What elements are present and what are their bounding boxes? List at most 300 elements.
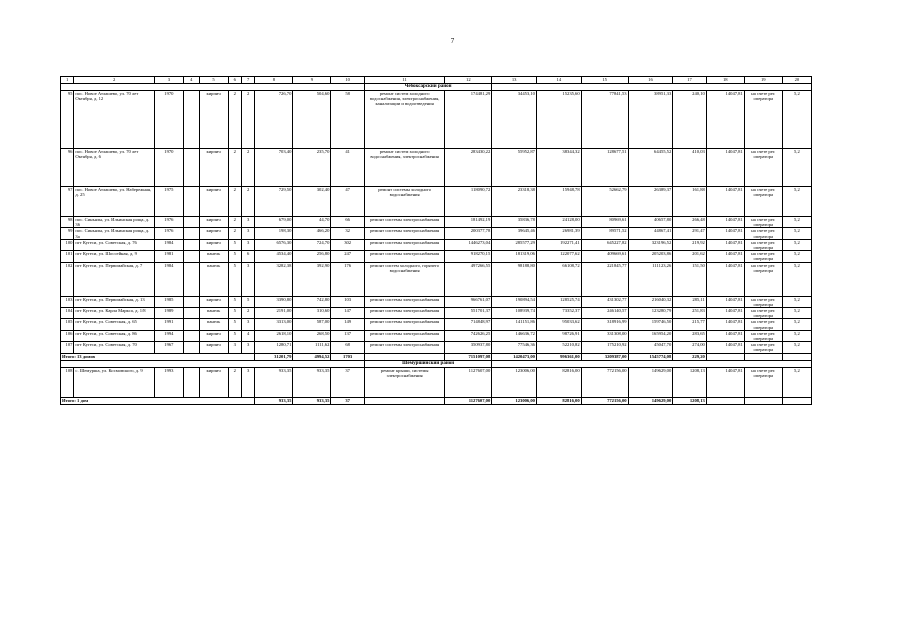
sum-total-cell: 1446273,04 <box>445 239 492 250</box>
total-area: 31201,79 <box>255 353 293 360</box>
table-cell <box>183 187 199 217</box>
sum-total-cell: 118090,72 <box>445 187 492 217</box>
max-cost-cell: 14047,81 <box>706 367 744 397</box>
floors-cell: 2 <box>228 187 241 217</box>
sum-fund-cell: 123006,00 <box>492 367 537 397</box>
address-cell: пгт Кугеси, ул. Советская, д. 65 <box>74 319 154 330</box>
floors-cell: 2 <box>228 367 241 397</box>
cost-per-m2-cell: 410,03 <box>673 149 707 187</box>
max-cost-cell: 14047,81 <box>706 251 744 262</box>
total-republic: 996361,00 <box>536 353 581 360</box>
fund-method-cell: на счете рег. оператора <box>744 228 782 239</box>
district-name: Чебоксарский район <box>364 84 491 91</box>
max-cost-cell: 14047,81 <box>706 239 744 250</box>
floors-cell: 5 <box>228 296 241 307</box>
total-label: Итого: 1 дом <box>61 397 255 404</box>
work-type-cell: ремонт систем холодного водоснабжения, электроснабжения, канализации и водоотведения <box>364 91 444 149</box>
table-cell <box>183 342 199 353</box>
column-numbers-row <box>61 77 812 84</box>
sum-municipal-cell: 331308,00 <box>581 330 628 341</box>
cost-per-m2-cell: 151,50 <box>673 262 707 296</box>
cost-per-m2-cell: 283,65 <box>673 330 707 341</box>
column-number: 14 <box>536 77 581 84</box>
work-type-cell: ремонт системы электроснабжения <box>364 330 444 341</box>
column-number: 19 <box>744 77 782 84</box>
address-cell: с. Шемурша, ул. Космовского, д. 9 <box>74 367 154 397</box>
term-cell: 5,2 <box>782 367 811 397</box>
cost-per-m2-cell: 161,88 <box>673 187 707 217</box>
table-cell <box>364 353 444 360</box>
column-number: 15 <box>581 77 628 84</box>
residents-cell: 147 <box>331 308 365 319</box>
term-cell: 5,2 <box>782 251 811 262</box>
year-cell: 1984 <box>154 262 183 296</box>
sum-owners-cell: 44867,41 <box>628 228 673 239</box>
residents-cell: 176 <box>331 262 365 296</box>
table-body <box>61 77 812 405</box>
column-number: 6 <box>228 77 241 84</box>
area-living-cell: 256,80 <box>293 251 331 262</box>
fund-method-cell: на счете рег. оператора <box>744 239 782 250</box>
sum-municipal-cell: 772156,00 <box>581 367 628 397</box>
sum-total-cell: 181492,19 <box>445 217 492 228</box>
entrances-cell: 2 <box>242 91 255 149</box>
area-living-cell: 466,20 <box>293 228 331 239</box>
wall-material-cell: панель <box>199 251 228 262</box>
column-number: 13 <box>492 77 537 84</box>
area-total-cell: 2618,10 <box>255 330 293 341</box>
repair-program-table <box>60 76 812 405</box>
sum-owners-cell: 123280,79 <box>628 308 673 319</box>
table-cell <box>183 262 199 296</box>
total-per-m2: 229,20 <box>673 353 707 360</box>
table-cell <box>183 308 199 319</box>
column-number: 12 <box>445 77 492 84</box>
address-cell: пос. Синьялы, ул. Ильинская роща, д. 3а <box>74 228 154 239</box>
area-total-cell: 933,35 <box>255 367 293 397</box>
max-cost-cell: 14047,81 <box>706 187 744 217</box>
total-area-living: 4994,52 <box>293 353 331 360</box>
table-row <box>61 91 812 149</box>
area-total-cell: 703,40 <box>255 149 293 187</box>
area-total-cell: 3390,80 <box>255 296 293 307</box>
table-row <box>61 228 812 239</box>
sum-fund-cell: 55952,87 <box>492 149 537 187</box>
residents-cell: 41 <box>331 149 365 187</box>
row-number: 104 <box>61 308 74 319</box>
table-cell <box>492 84 812 91</box>
cost-per-m2-cell: 285,11 <box>673 296 707 307</box>
column-number: 10 <box>331 77 365 84</box>
sum-owners-cell: 216040,32 <box>628 296 673 307</box>
total-per-m2: 1208,13 <box>673 397 707 404</box>
work-type-cell: ремонт системы электроснабжения <box>364 228 444 239</box>
total-sum: 7151097,08 <box>445 353 492 360</box>
work-type-cell: ремонт системы электроснабжения <box>364 251 444 262</box>
sum-republic-cell: 15948,78 <box>536 187 581 217</box>
sum-total-cell: 1127607,00 <box>445 367 492 397</box>
cost-per-m2-cell: 201,62 <box>673 251 707 262</box>
area-total-cell: 3282,38 <box>255 262 293 296</box>
area-total-cell: 198,30 <box>255 228 293 239</box>
sum-republic-cell: 95033,62 <box>536 319 581 330</box>
area-total-cell: 6576,30 <box>255 239 293 250</box>
fund-method-cell: на счете рег. оператора <box>744 308 782 319</box>
table-cell <box>492 360 812 367</box>
year-cell: 1993 <box>154 367 183 397</box>
cost-per-m2-cell: 274,00 <box>673 342 707 353</box>
sum-fund-cell: 108939,74 <box>492 308 537 319</box>
sum-municipal-cell: 246140,57 <box>581 308 628 319</box>
term-cell: 5,2 <box>782 296 811 307</box>
fund-method-cell: на счете рег. оператора <box>744 187 782 217</box>
sum-owners-cell: 26389,37 <box>628 187 673 217</box>
row-number: 102 <box>61 262 74 296</box>
area-living-cell: 933,35 <box>293 367 331 397</box>
entrances-cell: 3 <box>242 319 255 330</box>
max-cost-cell: 14047,81 <box>706 296 744 307</box>
row-number: 99 <box>61 228 74 239</box>
total-sum: 1127607,00 <box>445 397 492 404</box>
area-living-cell: 1111,62 <box>293 342 331 353</box>
floors-cell: 2 <box>228 217 241 228</box>
fund-method-cell: на счете рег. оператора <box>744 319 782 330</box>
residents-cell: 37 <box>331 367 365 397</box>
max-cost-cell: 14047,81 <box>706 228 744 239</box>
total-owners: 1545774,08 <box>628 353 673 360</box>
cost-per-m2-cell: 240,10 <box>673 91 707 149</box>
sum-fund-cell: 146636,72 <box>492 330 537 341</box>
work-type-cell: ремонт систем холодного, горячего водоснабжения <box>364 262 444 296</box>
column-number: 8 <box>255 77 293 84</box>
sum-total-cell: 551701,37 <box>445 308 492 319</box>
term-cell: 5,2 <box>782 239 811 250</box>
max-cost-cell: 14047,81 <box>706 319 744 330</box>
sum-republic-cell: 192271,41 <box>536 239 581 250</box>
total-fund: 1420473,00 <box>492 353 537 360</box>
residents-cell: 149 <box>331 319 365 330</box>
area-total-cell: 726,70 <box>255 91 293 149</box>
table-row <box>61 251 812 262</box>
column-number: 5 <box>199 77 228 84</box>
row-number: 96 <box>61 149 74 187</box>
sum-fund-cell: 39645,46 <box>492 228 537 239</box>
floors-cell: 3 <box>228 342 241 353</box>
address-cell: пгт Кугеси, ул. Первомайская, д. 13 <box>74 296 154 307</box>
year-cell: 1989 <box>154 308 183 319</box>
term-cell: 5,2 <box>782 187 811 217</box>
residents-cell: 302 <box>331 239 365 250</box>
total-republic: 82816,00 <box>536 397 581 404</box>
row-number: 105 <box>61 319 74 330</box>
table-cell <box>364 397 444 404</box>
table-cell <box>183 239 199 250</box>
sum-total-cell: 283430,22 <box>445 149 492 187</box>
wall-material-cell: кирпич <box>199 296 228 307</box>
table-cell <box>706 397 744 404</box>
sum-municipal-cell: 128677,51 <box>581 149 628 187</box>
term-cell: 5,2 <box>782 308 811 319</box>
sum-owners-cell: 149629,00 <box>628 367 673 397</box>
sum-owners-cell: 45047,70 <box>628 342 673 353</box>
sum-republic-cell: 52210,82 <box>536 342 581 353</box>
year-cell: 1970 <box>154 91 183 149</box>
table-row <box>61 217 812 228</box>
term-cell: 5,2 <box>782 149 811 187</box>
sum-republic-cell: 82816,00 <box>536 367 581 397</box>
sum-republic-cell: 122077,62 <box>536 251 581 262</box>
max-cost-cell: 14047,81 <box>706 91 744 149</box>
entrances-cell: 2 <box>242 149 255 187</box>
floors-cell: 5 <box>228 239 241 250</box>
term-cell: 5,2 <box>782 228 811 239</box>
address-cell: пгт Кугеси, ул. Советская, д. 76 <box>74 239 154 250</box>
work-type-cell: ремонт системы электроснабжения <box>364 217 444 228</box>
column-number: 3 <box>154 77 183 84</box>
total-municipal: 3209387,00 <box>581 353 628 360</box>
table-cell <box>61 360 365 367</box>
max-cost-cell: 14047,81 <box>706 342 744 353</box>
entrances-cell: 3 <box>242 239 255 250</box>
residents-cell: 32 <box>331 228 365 239</box>
column-number: 7 <box>242 77 255 84</box>
year-cell: 1994 <box>154 330 183 341</box>
work-type-cell: ремонт системы электроснабжения <box>364 342 444 353</box>
sum-fund-cell: 285577,29 <box>492 239 537 250</box>
fund-method-cell: на счете рег. оператора <box>744 342 782 353</box>
year-cell: 1976 <box>154 217 183 228</box>
work-type-cell: ремонт системы электроснабжения <box>364 239 444 250</box>
work-type-cell: ремонт системы электроснабжения <box>364 296 444 307</box>
term-cell: 5,2 <box>782 262 811 296</box>
floors-cell: 2 <box>228 91 241 149</box>
area-living-cell: 44,70 <box>293 217 331 228</box>
entrances-cell: 3 <box>242 228 255 239</box>
area-living-cell: 302,40 <box>293 187 331 217</box>
sum-fund-cell: 98188,80 <box>492 262 537 296</box>
sum-municipal-cell: 80969,61 <box>581 217 628 228</box>
row-number: 101 <box>61 251 74 262</box>
sum-owners-cell: 159746,50 <box>628 319 673 330</box>
table-cell <box>183 330 199 341</box>
area-living-cell: 268,50 <box>293 330 331 341</box>
year-cell: 1975 <box>154 187 183 217</box>
term-cell: 5,2 <box>782 342 811 353</box>
sum-owners-cell: 38951,33 <box>628 91 673 149</box>
entrances-cell: 3 <box>242 342 255 353</box>
max-cost-cell: 14047,81 <box>706 217 744 228</box>
total-owners: 149629,00 <box>628 397 673 404</box>
row-number: 103 <box>61 296 74 307</box>
max-cost-cell: 14047,81 <box>706 149 744 187</box>
district-total-row <box>61 353 812 360</box>
table-row <box>61 367 812 397</box>
column-number: 18 <box>706 77 744 84</box>
sum-fund-cell: 190894,54 <box>492 296 537 307</box>
entrances-cell: 2 <box>242 187 255 217</box>
row-number: 98 <box>61 217 74 228</box>
cost-per-m2-cell: 1208,13 <box>673 367 707 397</box>
column-number: 11 <box>364 77 444 84</box>
page-number: 7 <box>450 37 455 45</box>
total-residents: 37 <box>331 397 365 404</box>
address-cell: пос. Новое Атлашево, ул. 70 лет Октября, д. 6 <box>74 149 154 187</box>
sum-municipal-cell: 221845,77 <box>581 262 628 296</box>
sum-municipal-cell: 89571,52 <box>581 228 628 239</box>
column-number: 9 <box>293 77 331 84</box>
sum-fund-cell: 23318,38 <box>492 187 537 217</box>
year-cell: 1976 <box>154 228 183 239</box>
entrances-cell: 4 <box>242 330 255 341</box>
column-number: 2 <box>74 77 154 84</box>
row-number: 107 <box>61 342 74 353</box>
residents-cell: 247 <box>331 251 365 262</box>
table-row <box>61 308 812 319</box>
district-header-row <box>61 360 812 367</box>
district-total-row <box>61 397 812 404</box>
row-number: 106 <box>61 330 74 341</box>
sum-republic-cell: 66108,72 <box>536 262 581 296</box>
area-total-cell: 1280,71 <box>255 342 293 353</box>
year-cell: 1981 <box>154 251 183 262</box>
total-residents: 1703 <box>331 353 365 360</box>
sum-owners-cell: 64455,52 <box>628 149 673 187</box>
sum-fund-cell: 35836,78 <box>492 217 537 228</box>
cost-per-m2-cell: 215,77 <box>673 319 707 330</box>
sum-owners-cell: 111123,26 <box>628 262 673 296</box>
address-cell: пос. Новое Атлашево, ул. Набережная, д. 25 <box>74 187 154 217</box>
total-municipal: 772156,00 <box>581 397 628 404</box>
table-cell <box>706 353 744 360</box>
address-cell: пгт Кугеси, ул. Карла Маркса, д. 1/8 <box>74 308 154 319</box>
table-row <box>61 330 812 341</box>
floors-cell: 5 <box>228 262 241 296</box>
sum-republic-cell: 24128,00 <box>536 217 581 228</box>
floors-cell: 5 <box>228 330 241 341</box>
wall-material-cell: кирпич <box>199 149 228 187</box>
district-header-row <box>61 84 812 91</box>
sum-total-cell: 714848,97 <box>445 319 492 330</box>
area-living-cell: 724,70 <box>293 239 331 250</box>
floors-cell: 5 <box>228 308 241 319</box>
table-cell <box>183 217 199 228</box>
district-name: Шемуршинский район <box>364 360 491 367</box>
year-cell: 1991 <box>154 319 183 330</box>
wall-material-cell: кирпич <box>199 228 228 239</box>
work-type-cell: ремонт крыши, системы электроснабжения <box>364 367 444 397</box>
term-cell: 5,2 <box>782 217 811 228</box>
wall-material-cell: кирпич <box>199 342 228 353</box>
total-fund: 123006,00 <box>492 397 537 404</box>
sum-total-cell: 174481,29 <box>445 91 492 149</box>
sum-republic-cell: 98726,91 <box>536 330 581 341</box>
sum-municipal-cell: 52662,79 <box>581 187 628 217</box>
row-number: 108 <box>61 367 74 397</box>
table-cell <box>183 91 199 149</box>
residents-cell: 68 <box>331 342 365 353</box>
sum-total-cell: 200377,78 <box>445 228 492 239</box>
wall-material-cell: панель <box>199 308 228 319</box>
area-living-cell: 504,60 <box>293 91 331 149</box>
fund-method-cell: на счете рег. оператора <box>744 262 782 296</box>
year-cell: 1967 <box>154 342 183 353</box>
table-cell <box>744 353 782 360</box>
residents-cell: 58 <box>331 91 365 149</box>
year-cell: 1985 <box>154 296 183 307</box>
table-row <box>61 319 812 330</box>
entrances-cell: 3 <box>242 367 255 397</box>
sum-municipal-cell: 431302,77 <box>581 296 628 307</box>
table-cell <box>782 397 811 404</box>
entrances-cell: 2 <box>242 308 255 319</box>
work-type-cell: ремонт системы электроснабжения <box>364 308 444 319</box>
sum-owners-cell: 205203,86 <box>628 251 673 262</box>
sum-fund-cell: 141151,86 <box>492 319 537 330</box>
sum-republic-cell: 73352,37 <box>536 308 581 319</box>
wall-material-cell: кирпич <box>199 367 228 397</box>
sum-municipal-cell: 318916,99 <box>581 319 628 330</box>
sum-total-cell: 350937,80 <box>445 342 492 353</box>
wall-material-cell: кирпич <box>199 187 228 217</box>
work-type-cell: ремонт систем холодного водоснабжения, электроснабжения <box>364 149 444 187</box>
area-living-cell: 235,70 <box>293 149 331 187</box>
cost-per-m2-cell: 291,47 <box>673 228 707 239</box>
table-row <box>61 239 812 250</box>
total-label: Итого: 13 домов <box>61 353 255 360</box>
entrances-cell: 3 <box>242 217 255 228</box>
column-number: 1 <box>61 77 74 84</box>
entrances-cell: 3 <box>242 262 255 296</box>
sum-fund-cell: 181319,06 <box>492 251 537 262</box>
sum-municipal-cell: 77841,53 <box>581 91 628 149</box>
sum-republic-cell: 26981,39 <box>536 228 581 239</box>
address-cell: пгт Кугеси, ул. Шоссейная, д. 9 <box>74 251 154 262</box>
sum-republic-cell: 128525,74 <box>536 296 581 307</box>
sum-fund-cell: 77546,36 <box>492 342 537 353</box>
area-total-cell: 3313,00 <box>255 319 293 330</box>
sum-total-cell: 966761,07 <box>445 296 492 307</box>
address-cell: пос. Новое Атлашево, ул. 70 лет Октября, д. 12 <box>74 91 154 149</box>
entrances-cell: 6 <box>242 251 255 262</box>
row-number: 97 <box>61 187 74 217</box>
table-cell <box>183 149 199 187</box>
sum-fund-cell: 34453,10 <box>492 91 537 149</box>
max-cost-cell: 14047,81 <box>706 308 744 319</box>
address-cell: пгт Кугеси, ул. Первомайская, д. 7 <box>74 262 154 296</box>
area-living-cell: 742,80 <box>293 296 331 307</box>
fund-method-cell: на счете рег. оператора <box>744 149 782 187</box>
address-cell: пгт Кугеси, ул. Советская, д. 70 <box>74 342 154 353</box>
sum-owners-cell: 323196,52 <box>628 239 673 250</box>
floors-cell: 5 <box>228 319 241 330</box>
work-type-cell: ремонт системы электроснабжения <box>364 319 444 330</box>
column-number: 17 <box>673 77 707 84</box>
floors-cell: 2 <box>228 228 241 239</box>
area-total-cell: 679,00 <box>255 217 293 228</box>
residents-cell: 137 <box>331 330 365 341</box>
table-cell <box>782 353 811 360</box>
table-row <box>61 149 812 187</box>
area-total-cell: 2191,00 <box>255 308 293 319</box>
entrances-cell: 5 <box>242 296 255 307</box>
sum-municipal-cell: 175210,92 <box>581 342 628 353</box>
area-total-cell: 729,50 <box>255 187 293 217</box>
term-cell: 5,2 <box>782 91 811 149</box>
table-row <box>61 342 812 353</box>
wall-material-cell: кирпич <box>199 91 228 149</box>
sum-republic-cell: 38344,32 <box>536 149 581 187</box>
area-living-cell: 392,90 <box>293 262 331 296</box>
